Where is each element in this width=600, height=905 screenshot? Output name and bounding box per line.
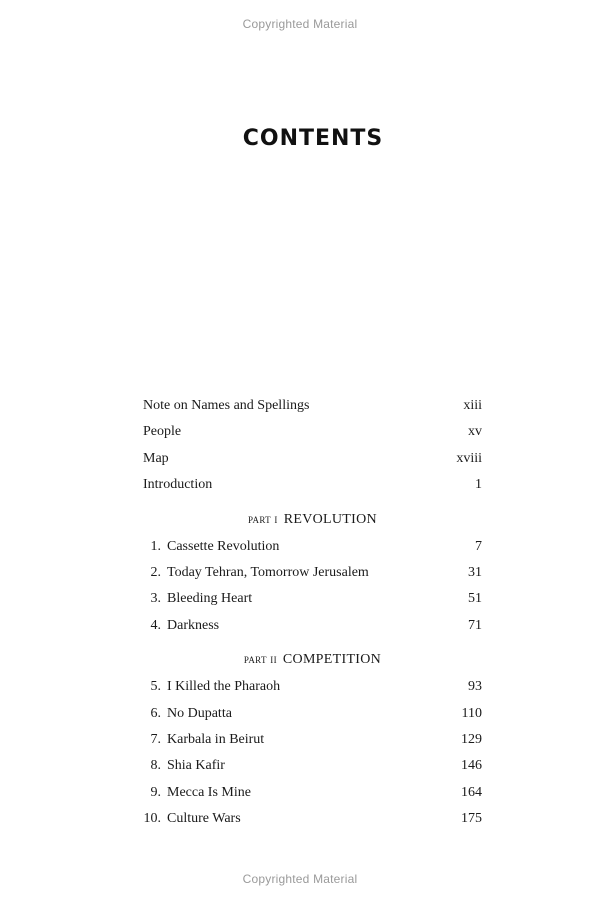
chapter-title: Bleeding Heart [167,591,253,607]
chapter-page: 146 [461,758,482,774]
toc-entry-page: xviii [456,450,482,466]
toc-chapter-4[interactable] [143,616,482,642]
toc-chapter-3[interactable] [143,589,482,615]
chapter-page: 110 [461,705,482,721]
chapter-page: 129 [461,731,482,747]
chapter-number: 7. [150,731,161,747]
toc-chapter-1[interactable] [143,537,482,563]
chapter-title: Darkness [167,617,220,633]
toc-entry-introduction[interactable] [143,475,482,501]
toc-chapter-5[interactable] [143,677,482,703]
toc-entry-page: 1 [475,477,482,493]
toc-chapter-9[interactable] [143,783,482,809]
toc-entry-note-on-names[interactable] [143,396,482,422]
chapter-page: 164 [461,784,482,800]
toc-chapter-8[interactable] [143,756,482,782]
toc-entry-label: Map [143,450,169,466]
watermark-bottom: Copyrighted Material [242,872,358,886]
chapter-number: 8. [150,758,161,774]
chapter-title: Today Tehran, Tomorrow Jerusalem [167,564,369,580]
part-label: part ii [243,651,277,667]
chapter-title: Mecca Is Mine [167,784,251,800]
toc-entry-page: xv [468,424,482,440]
watermark-top: Copyrighted Material [242,17,358,31]
toc-chapter-6[interactable] [143,704,482,730]
toc-chapter-7[interactable] [143,730,482,756]
chapter-page: 175 [461,811,482,827]
chapter-number: 4. [150,617,161,633]
toc-entry-page: xiii [463,398,482,413]
chapter-number: 6. [150,705,161,721]
chapter-title: I Killed the Pharaoh [167,679,281,695]
part-label: part i [248,510,278,526]
chapter-title: Culture Wars [167,811,241,827]
part-name: COMPETITION [282,652,382,668]
chapter-title: Cassette Revolution [167,538,280,554]
toc-entry-people[interactable] [143,422,482,448]
chapter-number: 2. [150,564,161,580]
chapter-page: 31 [468,564,482,580]
chapter-title: Karbala in Beirut [167,731,265,747]
part-name: REVOLUTION [283,511,377,527]
chapter-number: 1. [150,538,161,554]
chapter-title: No Dupatta [167,705,232,721]
table-of-contents [143,396,482,835]
toc-entry-label: Introduction [143,477,213,493]
toc-entry-label: Note on Names and Spellings [143,398,310,413]
chapter-number: 5. [150,679,161,695]
chapter-number: 10. [143,811,161,827]
chapter-page: 7 [475,538,482,554]
toc-entry-label: People [143,424,182,440]
toc-chapter-2[interactable] [143,563,482,589]
chapter-page: 71 [468,617,482,633]
part-heading-2 [143,642,482,677]
chapter-number: 9. [150,784,161,800]
toc-entry-map[interactable] [143,449,482,475]
page-title: CONTENTS [242,126,384,151]
toc-chapter-10[interactable] [143,809,482,835]
chapter-page: 93 [468,679,482,695]
chapter-page: 51 [468,591,482,607]
chapter-title: Shia Kafir [167,758,225,774]
part-heading-1 [143,502,482,537]
chapter-number: 3. [150,591,161,607]
